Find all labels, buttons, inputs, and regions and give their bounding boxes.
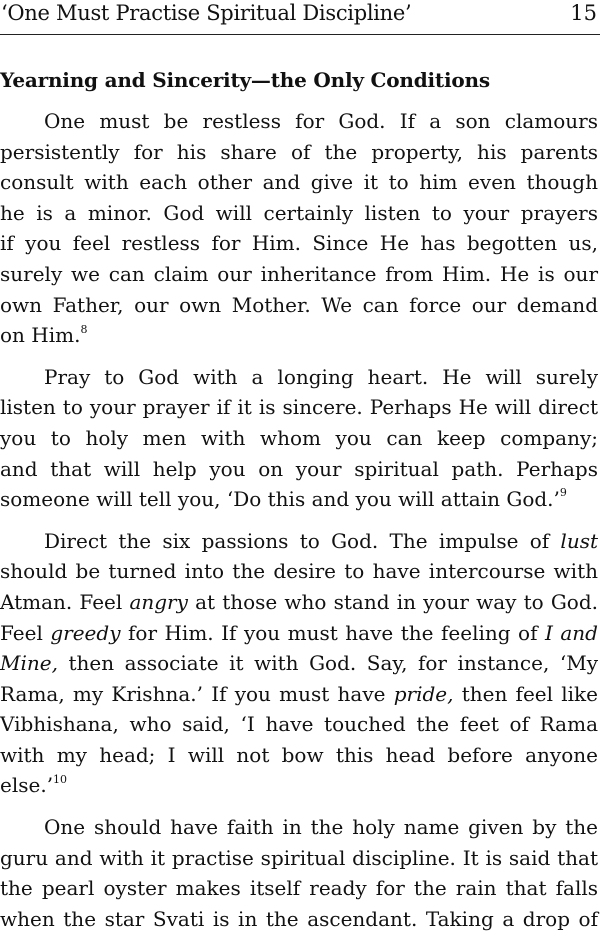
paragraph-line: surely we can claim our inheritance from Him. He is our xyxy=(0,261,598,286)
paragraph-line xyxy=(0,320,598,351)
page-number: 15 xyxy=(570,1,597,25)
paragraph-line: Pray to God with a longing heart. He will surely xyxy=(44,364,598,389)
paragraph-line xyxy=(0,484,598,515)
paragraph-line: Vibhishana, who said, ‘I have touched the feet of Rama xyxy=(0,712,598,737)
running-head xyxy=(0,0,600,35)
footnote-marker: 8 xyxy=(80,322,88,336)
paragraph-line xyxy=(0,618,598,649)
paragraph-line: One should have faith in the holy name given by the xyxy=(44,815,598,840)
footnote-marker: 10 xyxy=(53,772,68,786)
paragraph-line: and that will help you on your spiritual path. Perhaps xyxy=(0,456,598,481)
paragraph-line: when the star Svati is in the ascendant. Taking a drop of xyxy=(0,906,598,931)
paragraph-line: if you feel restless for Him. Since He has begotten us, xyxy=(0,231,598,256)
line-text: else.’ xyxy=(0,773,54,798)
paragraph-line: listen to your prayer if it is sincere. Perhaps He will direct xyxy=(0,395,598,420)
paragraph-line: he is a minor. God will certainly listen to your prayers xyxy=(0,200,598,225)
emphasis-text: I and xyxy=(544,620,598,645)
emphasis-text: angry xyxy=(129,589,188,614)
paragraph-line: guru and with it practise spiritual discipline. It is said that xyxy=(0,845,598,870)
paragraph-line: the pearl oyster makes itself ready for the rain that falls xyxy=(0,876,598,901)
emphasis-text: greedy xyxy=(50,620,121,645)
paragraph-line xyxy=(0,679,598,710)
paragraph-line xyxy=(0,648,598,679)
line-text: for Him. If you must have the feeling of xyxy=(120,620,545,645)
emphasis-text: lust xyxy=(560,528,598,553)
body-text xyxy=(0,106,598,945)
line-text: Atman. Feel xyxy=(0,589,130,614)
line-text: then associate it with God. Say, for instance, ‘My xyxy=(57,651,598,676)
line-text: Feel xyxy=(0,620,51,645)
paragraph-line xyxy=(0,587,598,618)
line-text: someone will tell you, ‘Do this and you will attain God.’ xyxy=(0,487,560,512)
line-text: on Him. xyxy=(0,323,81,348)
paragraph-line: persistently for his share of the property, his parents xyxy=(0,139,598,164)
paragraph-line: you to holy men with whom you can keep company; xyxy=(0,425,598,450)
paragraph-line: own Father, our own Mother. We can force our demand xyxy=(0,292,598,317)
paragraph-passions xyxy=(0,526,598,801)
paragraph-prayer xyxy=(0,362,598,515)
paragraph-restless xyxy=(0,106,598,351)
line-text: Direct the six passions to God. The impulse of xyxy=(44,528,561,553)
footnote-marker: 9 xyxy=(559,486,567,500)
section-heading: Yearning and Sincerity—the Only Conditions xyxy=(0,68,490,92)
line-text: then feel like xyxy=(453,681,598,706)
paragraph-line: should be turned into the desire to have intercourse with xyxy=(0,559,598,584)
line-text: Rama, my Krishna.’ If you must have xyxy=(0,681,394,706)
running-title: ‘One Must Practise Spiritual Discipline’ xyxy=(1,1,412,25)
paragraph-line: with my head; I will not bow this head before anyone xyxy=(0,742,598,767)
paragraph-line xyxy=(0,770,598,801)
emphasis-text: Mine, xyxy=(0,651,58,676)
paragraph-line xyxy=(0,526,598,557)
emphasis-text: pride, xyxy=(393,681,454,706)
paragraph-holy-name xyxy=(0,812,598,934)
paragraph-line: One must be restless for God. If a son clamours xyxy=(44,109,598,133)
line-text: at those who stand in your way to God. xyxy=(187,589,598,614)
paragraph-line: consult with each other and give it to him even though xyxy=(0,170,598,195)
